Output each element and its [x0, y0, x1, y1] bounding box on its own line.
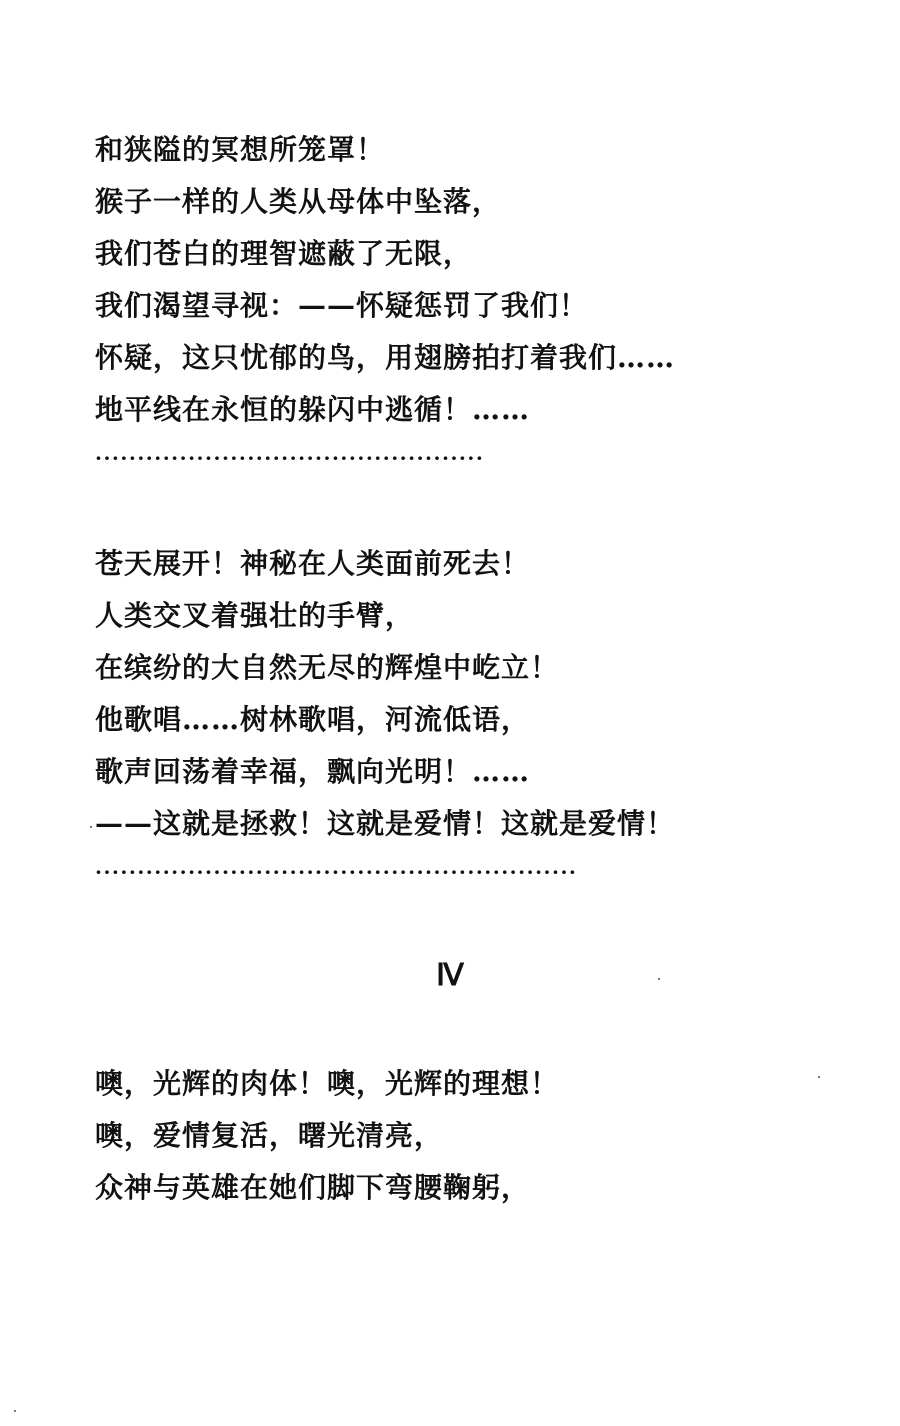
- scan-speck: [818, 1076, 820, 1078]
- ellipsis-row: ·························································: [95, 860, 578, 884]
- ellipsis-row: ··············································: [95, 446, 485, 470]
- poem-line: 我们苍白的理智遮蔽了无限，: [95, 237, 473, 270]
- poem-line: 众神与英雄在她们脚下弯腰鞠躬，: [95, 1171, 531, 1204]
- poem-line: ——这就是拯救！这就是爱情！这就是爱情！: [95, 807, 676, 840]
- poem-line: 怀疑，这只忧郁的鸟，用翅膀拍打着我们……: [95, 341, 676, 374]
- scan-speck: [14, 1410, 16, 1412]
- scan-speck: [658, 978, 660, 980]
- poem-line: 噢，光辉的肉体！噢，光辉的理想！: [95, 1067, 560, 1100]
- poem-line: 在缤纷的大自然无尽的辉煌中屹立！: [95, 651, 560, 684]
- poem-line: 和狭隘的冥想所笼罩！: [95, 133, 386, 166]
- poem-line: 地平线在永恒的躲闪中逃循！……: [95, 393, 531, 426]
- poem-line: 猴子一样的人类从母体中坠落，: [95, 185, 502, 218]
- scan-speck: [90, 826, 92, 828]
- poem-line: 歌声回荡着幸福，飘向光明！……: [95, 755, 531, 788]
- poem-line: 噢，爱情复活，曙光清亮，: [95, 1119, 444, 1152]
- poem-line: 苍天展开！神秘在人类面前死去！: [95, 547, 531, 580]
- section-number: Ⅳ: [436, 959, 464, 992]
- poem-line: 我们渴望寻视：——怀疑惩罚了我们！: [95, 289, 589, 322]
- poem-line: 人类交叉着强壮的手臂，: [95, 599, 415, 632]
- poem-line: 他歌唱……树林歌唱，河流低语，: [95, 703, 531, 736]
